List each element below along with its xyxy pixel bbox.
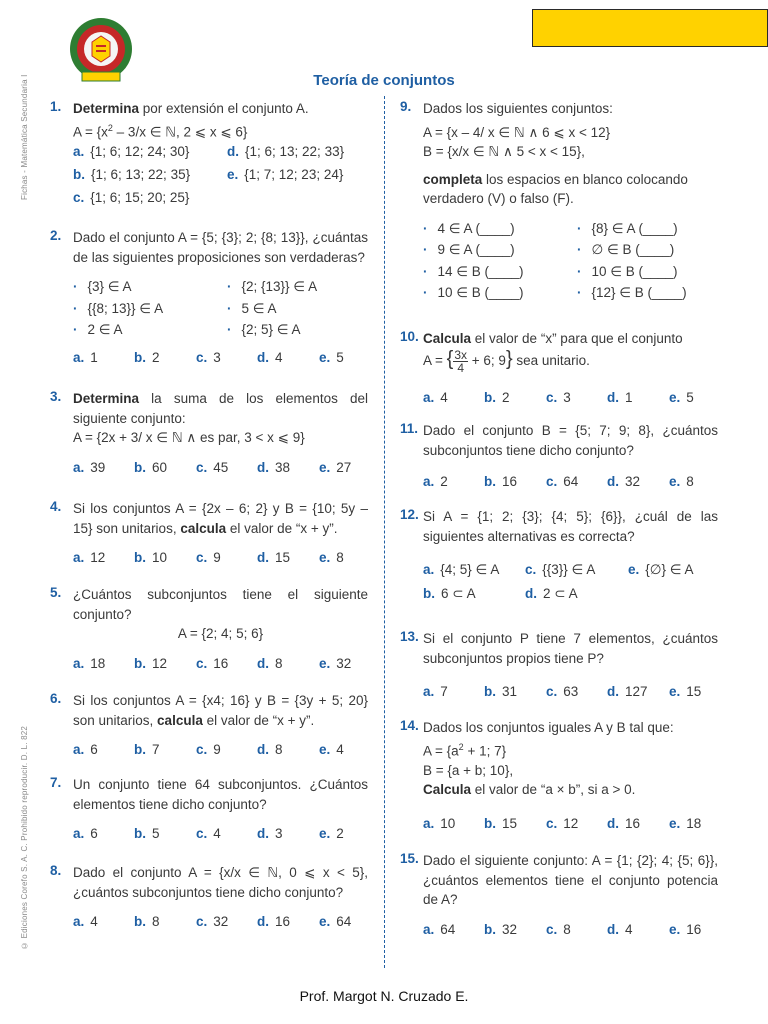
question-text: Calcula el valor de “x” para que el conjunto — [423, 331, 683, 346]
option-c[interactable]: c. {{3}} ∈ A — [525, 562, 596, 577]
answer-options — [73, 458, 368, 478]
proposition: · {2; {13}} ∈ A — [227, 279, 318, 294]
question-text: Dado el conjunto A = {5; {3}; 2; {8; 13}}, ¿cuántas de las siguientes proposiciones son verdaderas? — [73, 230, 368, 265]
question-text: Si A = {1; 2; {3}; {4; 5}; {6}}, ¿cuál de las siguientes alternativas es correcta? — [423, 509, 718, 544]
question-4 — [50, 499, 368, 568]
question-number: 14. — [400, 718, 419, 733]
option-e[interactable]: e. 8 — [319, 550, 344, 565]
question-15 — [400, 851, 718, 940]
question-text: por extensión el conjunto A. — [139, 101, 309, 116]
question-text: ¿Cuántos subconjuntos tiene el siguiente conjunto? — [73, 587, 368, 622]
question-1 — [50, 99, 368, 208]
option-d[interactable]: d. 2 ⊂ A — [525, 586, 578, 601]
question-number: 4. — [50, 499, 62, 514]
page-title: Teoría de conjuntos — [313, 72, 455, 89]
option-c[interactable]: c. 12 — [546, 815, 579, 831]
option-a[interactable]: a. 6 — [73, 826, 98, 841]
set-formula-b: B = {a + b; 10}, — [423, 762, 514, 778]
option-d[interactable]: d. 15 — [257, 550, 291, 565]
question-text: Dado el siguiente conjunto: A = {1; {2}; 4; {5; 6}}, ¿cuántos elementos tiene el conjunto potencia de A? — [423, 853, 718, 907]
proposition: · {3} ∈ A — [73, 279, 132, 294]
option-d[interactable]: d. 32 — [607, 474, 641, 489]
question-number: 9. — [400, 99, 412, 114]
answer-options — [73, 654, 368, 674]
option-b[interactable]: b. 12 — [134, 655, 168, 671]
option-b[interactable]: b. 7 — [134, 742, 160, 757]
instruction-text: Calcula el valor de “a × b”, si a > 0. — [423, 782, 636, 797]
set-formula-a: A = {x – 4/ x ∈ ℕ ∧ 6 ⩽ x < 12} — [423, 124, 611, 140]
tf-item[interactable]: · 4 ∈ A (____) — [423, 220, 515, 236]
proposition-list — [73, 277, 368, 342]
option-d[interactable]: d. 127 — [607, 684, 648, 699]
answer-options — [423, 814, 718, 834]
question-13 — [400, 629, 718, 702]
question-text: Dado el conjunto A = {x/x ∈ ℕ, 0 ⩽ x < 5}, ¿cuántos subconjuntos tiene dicho conjunto? — [73, 865, 368, 900]
option-a[interactable]: a. 64 — [423, 921, 456, 937]
question-5 — [50, 585, 368, 674]
question-12 — [400, 507, 718, 604]
question-2 — [50, 228, 368, 368]
option-b[interactable]: b. 2 — [134, 349, 160, 365]
option-c[interactable]: c. 45 — [196, 459, 229, 475]
question-text: Dados los siguientes conjuntos: — [423, 101, 613, 116]
set-formula: A = { $\frac{3x}{4}$ + 6; 9} sea unitario. — [423, 347, 590, 375]
answer-options — [423, 682, 718, 702]
answer-options — [73, 912, 368, 932]
option-c[interactable]: c. 4 — [196, 826, 221, 841]
set-formula: A = {2; 4; 5; 6} — [177, 626, 264, 641]
proposition: · 5 ∈ A — [227, 300, 277, 316]
option-a[interactable]: a. 1 — [73, 349, 98, 365]
tf-item[interactable]: · 10 ∈ B (____) — [577, 263, 678, 279]
option-e[interactable]: e. 18 — [669, 815, 702, 831]
set-formula-a: $A = \{a^2 + 1$; 7} — [423, 741, 507, 758]
question-number: 11. — [400, 421, 419, 436]
question-3 — [50, 389, 368, 478]
answer-options — [73, 740, 368, 760]
answer-options — [73, 548, 368, 568]
question-9 — [400, 99, 718, 305]
option-e[interactable]: e. {∅} ∈ A — [628, 562, 694, 577]
option-a[interactable]: a. 6 — [73, 742, 98, 757]
question-number: 3. — [50, 389, 62, 404]
side-caption-top: Fichas - Matemática Secundaria I — [20, 74, 29, 200]
option-a[interactable]: a. 2 — [423, 474, 448, 489]
option-e[interactable]: e. 27 — [319, 459, 352, 475]
proposition: · {2; 5} ∈ A — [227, 322, 301, 337]
tf-item[interactable]: · {8} ∈ A (____) — [577, 220, 678, 236]
option-c[interactable]: c. 63 — [546, 684, 579, 699]
tf-item[interactable]: · {12} ∈ B (____) — [577, 285, 687, 300]
question-number: 5. — [50, 585, 62, 600]
option-e[interactable]: e. 16 — [669, 921, 702, 937]
option-d[interactable]: d. 8 — [257, 742, 283, 757]
option-e[interactable]: e. {1; 7; 12; 23; 24} — [227, 166, 344, 182]
tf-item[interactable]: · ∅ ∈ B (____) — [577, 242, 675, 257]
question-number: 2. — [50, 228, 62, 243]
option-b[interactable]: b. 10 — [134, 550, 168, 565]
column-divider — [384, 96, 385, 968]
option-c[interactable]: c. 8 — [546, 921, 571, 937]
option-e[interactable]: e. 2 — [319, 826, 344, 841]
question-text: Determina la suma de los elementos del siguiente conjunto: — [73, 391, 368, 426]
set-formula: $A = \{x^2 - 3/x$ ∈ ℕ, 2 ⩽ x ⩽ 6} — [73, 122, 248, 139]
option-b[interactable]: b. 8 — [134, 914, 160, 929]
answer-options — [423, 920, 718, 940]
option-c[interactable]: c. 64 — [546, 474, 579, 489]
option-b[interactable]: b. 5 — [134, 826, 160, 841]
answer-options — [73, 142, 368, 165]
answer-options — [423, 560, 718, 584]
instruction-verb: Determina — [73, 101, 140, 116]
answer-options — [73, 348, 368, 368]
option-a[interactable]: a. {4; 5} ∈ A — [423, 562, 500, 577]
question-number: 8. — [50, 863, 62, 878]
question-text: Si los conjuntos A = {x4; 16} y B = {3y + 5; 20} son unitarios, calcula el valor de “x + y”. — [73, 693, 368, 728]
tf-item[interactable]: · 10 ∈ B (____) — [423, 285, 524, 300]
question-6 — [50, 691, 368, 760]
answer-options — [423, 388, 718, 408]
option-b[interactable]: b. 6 ⊂ A — [423, 586, 476, 601]
option-d[interactable]: d. 4 — [607, 921, 633, 937]
option-b[interactable]: b. 15 — [484, 815, 518, 831]
option-c[interactable]: c. 9 — [196, 550, 221, 565]
question-number: 10. — [400, 329, 419, 344]
question-number: 7. — [50, 775, 62, 790]
set-formula: A = {2x + 3/ x ∈ ℕ ∧ es par, 3 < x ⩽ 9} — [73, 430, 305, 445]
option-d[interactable]: d. 3 — [257, 826, 283, 841]
proposition: · {{8; 13}} ∈ A — [73, 300, 164, 316]
option-b[interactable]: b. 31 — [484, 684, 518, 699]
option-d[interactable]: d. 8 — [257, 655, 283, 671]
question-number: 6. — [50, 691, 62, 706]
option-c[interactable]: c. 32 — [196, 914, 229, 929]
option-a[interactable]: a. 39 — [73, 459, 106, 475]
question-text: Si los conjuntos A = {2x – 6; 2} y B = {10; 5y – 15} son unitarios, calcula el valor de “x + y”. — [73, 501, 368, 536]
option-a[interactable]: a. 4 — [73, 914, 98, 929]
option-e[interactable]: e. 5 — [669, 389, 694, 405]
option-d[interactable]: d. 16 — [607, 815, 641, 831]
question-10 — [400, 329, 718, 408]
true-false-list — [423, 219, 718, 305]
set-formula-b: B = {x/x ∈ ℕ ∧ 5 < x < 15}, — [423, 144, 585, 159]
option-d[interactable]: d. 1 — [607, 389, 633, 405]
option-d[interactable]: d. {1; 6; 13; 22; 33} — [227, 143, 345, 159]
option-a[interactable]: a. 7 — [423, 684, 448, 699]
option-a[interactable]: a. 4 — [423, 389, 448, 405]
option-d[interactable]: d. 38 — [257, 459, 291, 475]
option-e[interactable]: e. 64 — [319, 914, 352, 929]
question-text: Si el conjunto P tiene 7 elementos, ¿cuántos subconjuntos propios tiene P? — [423, 631, 718, 666]
option-a[interactable]: a. {1; 6; 12; 24; 30} — [73, 143, 190, 159]
option-a[interactable]: a. 18 — [73, 655, 106, 671]
option-e[interactable]: e. 15 — [669, 684, 702, 699]
tf-item[interactable]: · 14 ∈ B (____) — [423, 263, 524, 279]
option-b[interactable]: b. 16 — [484, 474, 518, 489]
question-text: Dados los conjuntos iguales A y B tal que: — [423, 720, 674, 735]
option-e[interactable]: e. 4 — [319, 742, 344, 757]
option-e[interactable]: e. 5 — [319, 349, 344, 365]
question-text: Dado el conjunto B = {5; 7; 9; 8}, ¿cuántos subconjuntos tiene dicho conjunto? — [423, 423, 718, 458]
tf-item[interactable]: · 9 ∈ A (____) — [423, 242, 515, 257]
answer-options — [423, 472, 718, 492]
side-caption-bottom: © Ediciones Corefo S. A. C. Prohibido reproducir. D. L. 822 — [20, 725, 29, 950]
option-e[interactable]: e. 8 — [669, 474, 694, 489]
proposition: · 2 ∈ A — [73, 322, 123, 337]
question-text: Un conjunto tiene 64 subconjuntos. ¿Cuántos elementos tiene dicho conjunto? — [73, 777, 368, 812]
question-7 — [50, 775, 368, 844]
option-c[interactable]: c. {1; 6; 15; 20; 25} — [73, 189, 190, 205]
option-e[interactable]: e. 32 — [319, 655, 352, 671]
option-b[interactable]: b. 32 — [484, 921, 518, 937]
teacher-credit: Prof. Margot N. Cruzado E. — [299, 988, 469, 1004]
question-11 — [400, 421, 718, 492]
question-number: 13. — [400, 629, 419, 644]
option-d[interactable]: d. 4 — [257, 349, 283, 365]
option-c[interactable]: c. 9 — [196, 742, 221, 757]
option-c[interactable]: c. 3 — [196, 349, 221, 365]
option-a[interactable]: a. 10 — [423, 815, 456, 831]
question-number: 1. — [50, 99, 62, 114]
question-number: 12. — [400, 507, 419, 522]
question-8 — [50, 863, 368, 932]
question-number: 15. — [400, 851, 419, 866]
option-b[interactable]: b. {1; 6; 13; 22; 35} — [73, 166, 191, 182]
option-d[interactable]: d. 16 — [257, 914, 291, 929]
question-14 — [400, 718, 718, 834]
instruction-text: completa los espacios en blanco colocando verdadero (V) o falso (F). — [423, 171, 688, 206]
option-c[interactable]: c. 3 — [546, 389, 571, 405]
option-b[interactable]: b. 2 — [484, 389, 510, 405]
option-a[interactable]: a. 12 — [73, 550, 106, 565]
answer-options — [73, 824, 368, 844]
option-c[interactable]: c. 16 — [196, 655, 229, 671]
highlight-box — [532, 9, 768, 47]
option-b[interactable]: b. 60 — [134, 459, 168, 475]
